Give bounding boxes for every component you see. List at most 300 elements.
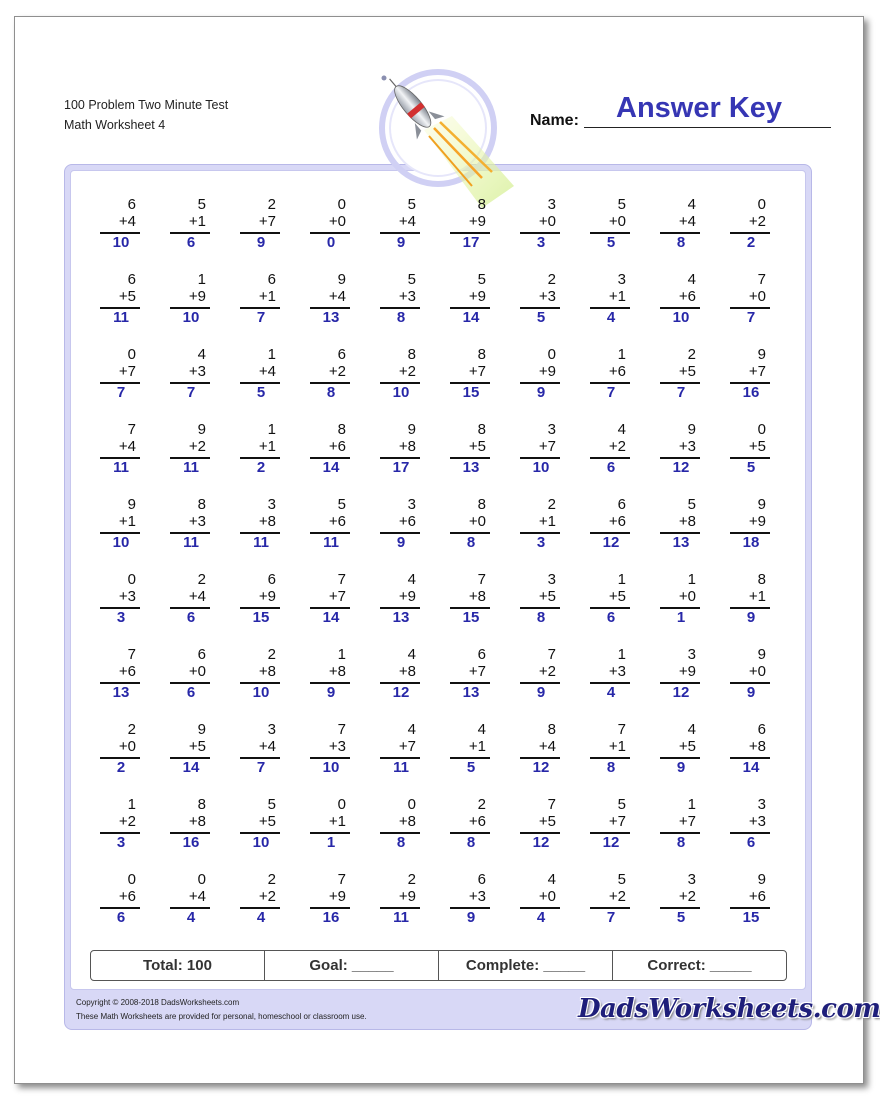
problem-12 — [170, 271, 210, 326]
answer: 13 — [462, 683, 480, 701]
answer: 10 — [182, 308, 200, 326]
answer: 11 — [323, 533, 339, 551]
addend-top: 6 — [757, 721, 766, 738]
answer: 15 — [462, 383, 480, 401]
problem-11 — [100, 271, 140, 326]
addend-top: 4 — [687, 196, 696, 213]
answer: 1 — [326, 833, 336, 851]
problem-55 — [380, 571, 420, 626]
problem-34 — [310, 421, 350, 476]
answer: 11 — [183, 458, 199, 476]
addend-bottom: +2 — [678, 888, 696, 905]
answer: 7 — [606, 908, 616, 926]
addend-bottom: +3 — [188, 363, 206, 380]
problem-39 — [660, 421, 700, 476]
addend-top: 9 — [757, 646, 766, 663]
answer: 15 — [462, 608, 480, 626]
addend-top: 8 — [477, 346, 486, 363]
problem-42 — [170, 496, 210, 551]
answer: 7 — [186, 383, 196, 401]
answer: 10 — [112, 533, 130, 551]
addend-bottom: +6 — [748, 888, 766, 905]
addend-top: 0 — [407, 796, 416, 813]
addend-bottom: +4 — [538, 738, 556, 755]
addend-top: 1 — [617, 571, 626, 588]
answer: 8 — [396, 308, 406, 326]
answer: 3 — [536, 233, 546, 251]
addend-bottom: +9 — [258, 588, 276, 605]
answer: 15 — [742, 908, 760, 926]
addend-bottom: +8 — [188, 813, 206, 830]
answer: 11 — [253, 533, 269, 551]
answer: 9 — [746, 683, 756, 701]
problem-98 — [590, 871, 630, 926]
answer: 11 — [393, 758, 409, 776]
problem-86 — [450, 796, 490, 851]
answer: 5 — [256, 383, 266, 401]
answer: 10 — [322, 758, 340, 776]
addend-top: 3 — [687, 871, 696, 888]
addend-top: 3 — [547, 571, 556, 588]
problem-91 — [100, 871, 140, 926]
addend-top: 4 — [617, 421, 626, 438]
addend-bottom: +7 — [328, 588, 346, 605]
addend-bottom: +1 — [608, 738, 626, 755]
addend-bottom: +4 — [118, 213, 136, 230]
addend-top: 7 — [337, 571, 346, 588]
addend-bottom: +2 — [118, 813, 136, 830]
answer: 12 — [602, 533, 620, 551]
addend-top: 2 — [127, 721, 136, 738]
answer: 5 — [606, 233, 616, 251]
answer: 12 — [532, 833, 550, 851]
answer: 4 — [536, 908, 546, 926]
addend-bottom: +4 — [258, 363, 276, 380]
answer: 2 — [116, 758, 126, 776]
answer: 9 — [536, 683, 546, 701]
answer: 1 — [676, 608, 686, 626]
problem-79 — [660, 721, 700, 776]
addend-bottom: +4 — [398, 213, 416, 230]
addend-top: 2 — [407, 871, 416, 888]
problem-88 — [590, 796, 630, 851]
answer: 3 — [116, 608, 126, 626]
problem-46 — [450, 496, 490, 551]
addend-bottom: +7 — [538, 438, 556, 455]
answer: 5 — [466, 758, 476, 776]
answer: 10 — [532, 458, 550, 476]
addend-bottom: +4 — [118, 438, 136, 455]
problem-53 — [240, 571, 280, 626]
answer: 9 — [466, 908, 476, 926]
addend-bottom: +6 — [608, 513, 626, 530]
problem-71 — [100, 721, 140, 776]
answer: 8 — [676, 833, 686, 851]
problem-22 — [170, 346, 210, 401]
addend-bottom: +6 — [328, 513, 346, 530]
answer: 12 — [532, 758, 550, 776]
addend-top: 4 — [687, 721, 696, 738]
answer: 7 — [606, 383, 616, 401]
addend-top: 2 — [267, 196, 276, 213]
addend-top: 9 — [337, 271, 346, 288]
addend-top: 1 — [267, 421, 276, 438]
answer: 6 — [606, 608, 616, 626]
addend-bottom: +2 — [188, 438, 206, 455]
copyright-line: Copyright © 2008-2018 DadsWorksheets.com — [76, 998, 240, 1007]
answer: 7 — [746, 308, 756, 326]
addend-bottom: +7 — [118, 363, 136, 380]
problem-29 — [660, 346, 700, 401]
addend-bottom: +4 — [678, 213, 696, 230]
addend-bottom: +5 — [538, 588, 556, 605]
addend-top: 5 — [617, 196, 626, 213]
answer: 9 — [396, 233, 406, 251]
addend-top: 2 — [547, 496, 556, 513]
addend-bottom: +3 — [118, 588, 136, 605]
answer: 10 — [252, 833, 270, 851]
problem-52 — [170, 571, 210, 626]
answer: 10 — [672, 308, 690, 326]
addend-bottom: +7 — [398, 738, 416, 755]
problem-38 — [590, 421, 630, 476]
addend-top: 5 — [197, 196, 206, 213]
problem-70 — [730, 646, 770, 701]
addend-bottom: +2 — [608, 438, 626, 455]
addend-bottom: +8 — [678, 513, 696, 530]
problem-49 — [660, 496, 700, 551]
answer: 11 — [113, 458, 129, 476]
answer: 5 — [746, 458, 756, 476]
addend-bottom: +7 — [608, 813, 626, 830]
complete-cell: Complete: _____ — [439, 951, 613, 980]
addend-bottom: +6 — [608, 363, 626, 380]
addend-top: 7 — [127, 421, 136, 438]
answer: 10 — [252, 683, 270, 701]
answer: 9 — [256, 233, 266, 251]
answer: 6 — [746, 833, 756, 851]
addend-top: 8 — [407, 346, 416, 363]
addend-top: 1 — [687, 796, 696, 813]
problem-32 — [170, 421, 210, 476]
addend-top: 0 — [127, 871, 136, 888]
addend-top: 9 — [757, 496, 766, 513]
problem-50 — [730, 496, 770, 551]
addend-top: 0 — [757, 421, 766, 438]
problem-10 — [730, 196, 770, 251]
addend-bottom: +4 — [188, 588, 206, 605]
problem-56 — [450, 571, 490, 626]
problem-74 — [310, 721, 350, 776]
answer: 7 — [256, 308, 266, 326]
addend-top: 9 — [197, 721, 206, 738]
addend-bottom: +1 — [258, 288, 276, 305]
addend-bottom: +2 — [258, 888, 276, 905]
addend-top: 4 — [407, 571, 416, 588]
answer: 13 — [112, 683, 130, 701]
addend-top: 0 — [337, 196, 346, 213]
problem-3 — [240, 196, 280, 251]
addend-bottom: +5 — [748, 438, 766, 455]
addend-bottom: +7 — [748, 363, 766, 380]
addend-bottom: +0 — [538, 888, 556, 905]
addend-bottom: +5 — [188, 738, 206, 755]
addend-top: 2 — [267, 646, 276, 663]
total-cell: Total: 100 — [91, 951, 265, 980]
answer: 15 — [252, 608, 270, 626]
problem-66 — [450, 646, 490, 701]
addend-bottom: +5 — [468, 438, 486, 455]
problem-30 — [730, 346, 770, 401]
answer: 8 — [466, 833, 476, 851]
answer: 17 — [392, 458, 410, 476]
addend-bottom: +7 — [678, 813, 696, 830]
addend-bottom: +2 — [538, 663, 556, 680]
problem-57 — [520, 571, 560, 626]
addend-top: 3 — [547, 421, 556, 438]
problem-31 — [100, 421, 140, 476]
addend-bottom: +1 — [748, 588, 766, 605]
answer: 14 — [182, 758, 200, 776]
answer: 4 — [606, 308, 616, 326]
addend-top: 8 — [757, 571, 766, 588]
answer: 4 — [256, 908, 266, 926]
addend-bottom: +5 — [678, 363, 696, 380]
addend-top: 0 — [197, 871, 206, 888]
problem-36 — [450, 421, 490, 476]
addend-top: 0 — [127, 571, 136, 588]
addend-top: 4 — [547, 871, 556, 888]
answer: 6 — [116, 908, 126, 926]
addend-bottom: +4 — [258, 738, 276, 755]
problem-68 — [590, 646, 630, 701]
addend-bottom: +6 — [118, 888, 136, 905]
addend-top: 2 — [687, 346, 696, 363]
addend-top: 7 — [547, 796, 556, 813]
addend-top: 4 — [407, 721, 416, 738]
problem-1 — [100, 196, 140, 251]
addend-top: 6 — [127, 271, 136, 288]
addend-top: 9 — [407, 421, 416, 438]
answer: 11 — [393, 908, 409, 926]
problem-41 — [100, 496, 140, 551]
answer: 6 — [186, 608, 196, 626]
addend-top: 0 — [547, 346, 556, 363]
addend-top: 8 — [197, 496, 206, 513]
goal-cell: Goal: _____ — [265, 951, 439, 980]
addend-bottom: +0 — [678, 588, 696, 605]
addend-top: 1 — [197, 271, 206, 288]
addend-bottom: +1 — [608, 288, 626, 305]
addend-bottom: +5 — [678, 738, 696, 755]
addend-bottom: +2 — [328, 363, 346, 380]
addend-bottom: +8 — [258, 663, 276, 680]
problem-72 — [170, 721, 210, 776]
addend-bottom: +3 — [398, 288, 416, 305]
problem-8 — [590, 196, 630, 251]
addend-top: 5 — [337, 496, 346, 513]
problem-23 — [240, 346, 280, 401]
addend-bottom: +3 — [468, 888, 486, 905]
addend-top: 3 — [547, 196, 556, 213]
problem-84 — [310, 796, 350, 851]
problem-83 — [240, 796, 280, 851]
addend-bottom: +9 — [398, 888, 416, 905]
addend-top: 0 — [337, 796, 346, 813]
problem-14 — [310, 271, 350, 326]
addend-top: 7 — [547, 646, 556, 663]
addend-bottom: +3 — [748, 813, 766, 830]
problem-24 — [310, 346, 350, 401]
addend-top: 4 — [687, 271, 696, 288]
addend-top: 1 — [267, 346, 276, 363]
problem-18 — [590, 271, 630, 326]
answer: 11 — [113, 308, 129, 326]
addend-bottom: +6 — [398, 513, 416, 530]
problem-95 — [380, 871, 420, 926]
addend-top: 6 — [127, 196, 136, 213]
problem-62 — [170, 646, 210, 701]
addend-top: 7 — [337, 721, 346, 738]
addend-top: 5 — [407, 271, 416, 288]
addend-bottom: +9 — [328, 888, 346, 905]
problem-13 — [240, 271, 280, 326]
addend-top: 1 — [337, 646, 346, 663]
addend-bottom: +2 — [608, 888, 626, 905]
addend-bottom: +1 — [188, 213, 206, 230]
problem-54 — [310, 571, 350, 626]
addend-bottom: +7 — [468, 663, 486, 680]
problem-5 — [380, 196, 420, 251]
answer-key-text: Answer Key — [616, 92, 783, 124]
problem-61 — [100, 646, 140, 701]
problem-17 — [520, 271, 560, 326]
problem-44 — [310, 496, 350, 551]
addend-bottom: +0 — [748, 663, 766, 680]
addend-bottom: +3 — [328, 738, 346, 755]
answer: 8 — [396, 833, 406, 851]
addend-top: 3 — [267, 496, 276, 513]
addend-top: 3 — [757, 796, 766, 813]
answer: 3 — [116, 833, 126, 851]
problem-47 — [520, 496, 560, 551]
addend-bottom: +3 — [188, 513, 206, 530]
addend-bottom: +8 — [468, 588, 486, 605]
addend-top: 6 — [617, 496, 626, 513]
answer: 6 — [606, 458, 616, 476]
problem-33 — [240, 421, 280, 476]
answer: 16 — [322, 908, 340, 926]
addend-bottom: +5 — [538, 813, 556, 830]
problem-7 — [520, 196, 560, 251]
addend-bottom: +1 — [258, 438, 276, 455]
answer: 7 — [256, 758, 266, 776]
answer: 6 — [186, 233, 196, 251]
addend-top: 6 — [267, 571, 276, 588]
addend-top: 9 — [757, 871, 766, 888]
addend-bottom: +9 — [678, 663, 696, 680]
addend-top: 7 — [127, 646, 136, 663]
problem-26 — [450, 346, 490, 401]
answer: 13 — [462, 458, 480, 476]
problem-19 — [660, 271, 700, 326]
problem-37 — [520, 421, 560, 476]
answer: 10 — [112, 233, 130, 251]
addend-bottom: +4 — [328, 288, 346, 305]
addend-top: 6 — [337, 346, 346, 363]
addend-bottom: +1 — [118, 513, 136, 530]
addend-bottom: +0 — [118, 738, 136, 755]
problem-20 — [730, 271, 770, 326]
addend-top: 3 — [687, 646, 696, 663]
worksheet-subtitle: Math Worksheet 4 — [64, 118, 166, 132]
addend-bottom: +9 — [188, 288, 206, 305]
addend-bottom: +1 — [328, 813, 346, 830]
answer: 18 — [742, 533, 760, 551]
addend-bottom: +4 — [188, 888, 206, 905]
problem-90 — [730, 796, 770, 851]
problem-4 — [310, 196, 350, 251]
dadsworksheets-logo: DadsWorksheets.com — [578, 994, 880, 1024]
addend-top: 3 — [617, 271, 626, 288]
addend-top: 2 — [197, 571, 206, 588]
addend-top: 1 — [617, 646, 626, 663]
answer: 2 — [746, 233, 756, 251]
addend-top: 8 — [547, 721, 556, 738]
problem-81 — [100, 796, 140, 851]
problem-93 — [240, 871, 280, 926]
problem-21 — [100, 346, 140, 401]
addend-top: 6 — [197, 646, 206, 663]
addend-bottom: +2 — [748, 213, 766, 230]
addend-bottom: +7 — [468, 363, 486, 380]
addend-top: 6 — [477, 871, 486, 888]
answer: 5 — [536, 308, 546, 326]
answer: 5 — [676, 908, 686, 926]
addend-bottom: +9 — [398, 588, 416, 605]
addend-top: 9 — [127, 496, 136, 513]
problem-99 — [660, 871, 700, 926]
answer: 2 — [256, 458, 266, 476]
addend-top: 7 — [617, 721, 626, 738]
answer: 8 — [326, 383, 336, 401]
addend-bottom: +3 — [678, 438, 696, 455]
addend-top: 7 — [477, 571, 486, 588]
worksheet-title: 100 Problem Two Minute Test — [64, 98, 229, 112]
addend-bottom: +8 — [328, 663, 346, 680]
problem-77 — [520, 721, 560, 776]
addend-top: 5 — [617, 871, 626, 888]
problem-63 — [240, 646, 280, 701]
answer: 13 — [322, 308, 340, 326]
problem-35 — [380, 421, 420, 476]
addend-bottom: +0 — [538, 213, 556, 230]
answer: 9 — [396, 533, 406, 551]
answer: 9 — [326, 683, 336, 701]
addend-bottom: +8 — [398, 663, 416, 680]
addend-bottom: +0 — [608, 213, 626, 230]
problem-65 — [380, 646, 420, 701]
addend-bottom: +0 — [328, 213, 346, 230]
addend-bottom: +2 — [398, 363, 416, 380]
answer: 8 — [466, 533, 476, 551]
correct-cell: Correct: _____ — [647, 957, 752, 974]
problem-59 — [660, 571, 700, 626]
addend-top: 5 — [267, 796, 276, 813]
addend-bottom: +1 — [538, 513, 556, 530]
answer: 16 — [742, 383, 760, 401]
addend-top: 9 — [197, 421, 206, 438]
